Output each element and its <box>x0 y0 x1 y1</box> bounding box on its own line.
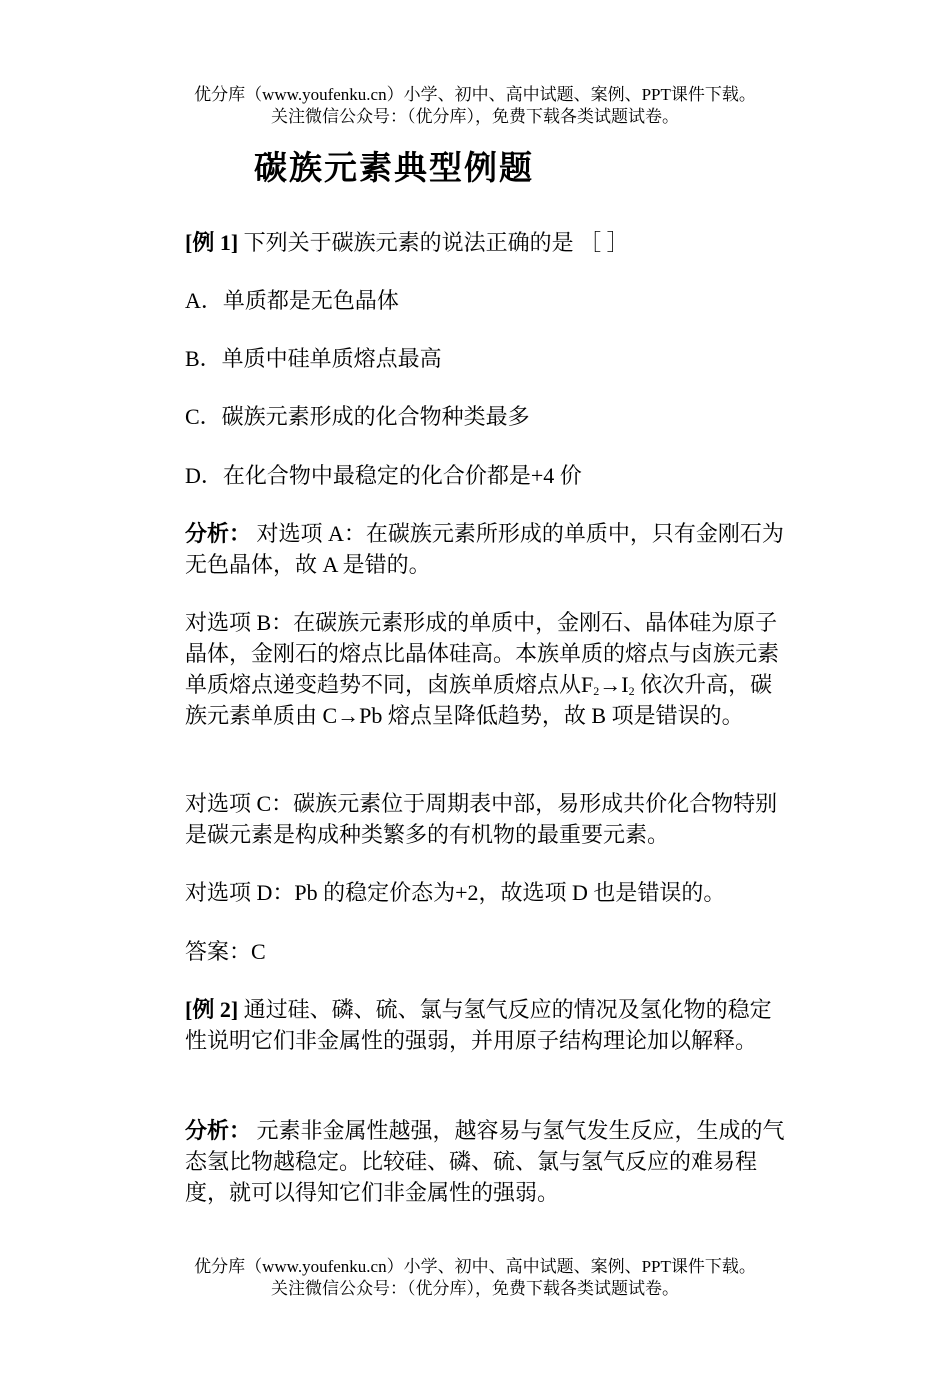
example-1-analysis-c: 对选项 C：碳族元素位于周期表中部，易形成共价化合物特别是碳元素是构成种类繁多的有机物的最重要元素。 <box>185 791 778 847</box>
analysis-a-text: 对选项 A：在碳族元素所形成的单质中，只有金刚石为无色晶体，故 A 是错的。 <box>185 521 784 577</box>
example-1-analysis-b <box>185 607 785 731</box>
page-header <box>0 84 950 128</box>
example-2-analysis <box>185 1115 785 1208</box>
option-a: A．单质都是无色晶体 <box>185 288 399 313</box>
example-2-analysis-text: 元素非金属性越强，越容易与氢气发生反应，生成的气态氢比物越稳定。比较硅、磷、硫、氯与氢气反应的难易程度，就可以得知它们非金属性的强弱。 <box>185 1118 785 1205</box>
example-2-question <box>185 994 785 1056</box>
example-2-question-text: 通过硅、磷、硫、氯与氢气反应的情况及氢化物的稳定性说明它们非金属性的强弱，并用原子结构理论加以解释。 <box>185 997 772 1053</box>
footer-line-2: 关注微信公众号：（优分库），免费下载各类试题试卷。 <box>271 1279 679 1298</box>
example-1-analysis-a <box>185 518 785 580</box>
example-1-label: [例 1] <box>185 230 239 255</box>
header-line-1: 优分库（www.youfenku.cn）小学、初中、高中试题、案例、PPT课件下载。 <box>194 85 756 104</box>
analysis-b-text-1: 对选项 B：在碳族元素形成的单质中，金刚石、晶体硅为原子晶体，金刚石的熔点比晶体硅高。本族单质的熔点与卤族元素单质熔点递变趋势不同，卤族单质熔点从 <box>185 610 780 697</box>
example-1-analysis-d: 对选项 D：Pb 的稳定价态为+2，故选项 D 也是错误的。 <box>185 880 726 905</box>
formula-f: F <box>581 672 594 697</box>
document-title: 碳族元素典型例题 <box>254 151 534 187</box>
formula-arrow-i: →I <box>599 672 629 697</box>
example-2-analysis-label: 分析： <box>185 1118 252 1143</box>
analysis-b-text-2: 依次升高，碳族元素单质由 C→Pb 熔点呈降低趋势，故 B 项是错误的。 <box>185 672 773 728</box>
option-d: D．在化合物中最稳定的化合价都是+4 价 <box>185 463 582 488</box>
example-2-label: [例 2] <box>185 997 239 1022</box>
example-1-answer: 答案：C <box>185 939 266 964</box>
example-1-question <box>185 227 785 258</box>
footer-line-1: 优分库（www.youfenku.cn）小学、初中、高中试题、案例、PPT课件下载。 <box>194 1257 756 1276</box>
analysis-label: 分析： <box>185 521 252 546</box>
formula-f-subscript: 2 <box>593 684 600 698</box>
option-c: C．碳族元素形成的化合物种类最多 <box>185 404 530 429</box>
page-footer <box>0 1256 950 1300</box>
example-1-question-text: 下列关于碳族元素的说法正确的是 ［ ］ <box>238 230 629 255</box>
header-line-2: 关注微信公众号：（优分库），免费下载各类试题试卷。 <box>271 107 679 126</box>
option-b: B．单质中硅单质熔点最高 <box>185 346 442 371</box>
formula-i-subscript: 2 <box>628 684 635 698</box>
